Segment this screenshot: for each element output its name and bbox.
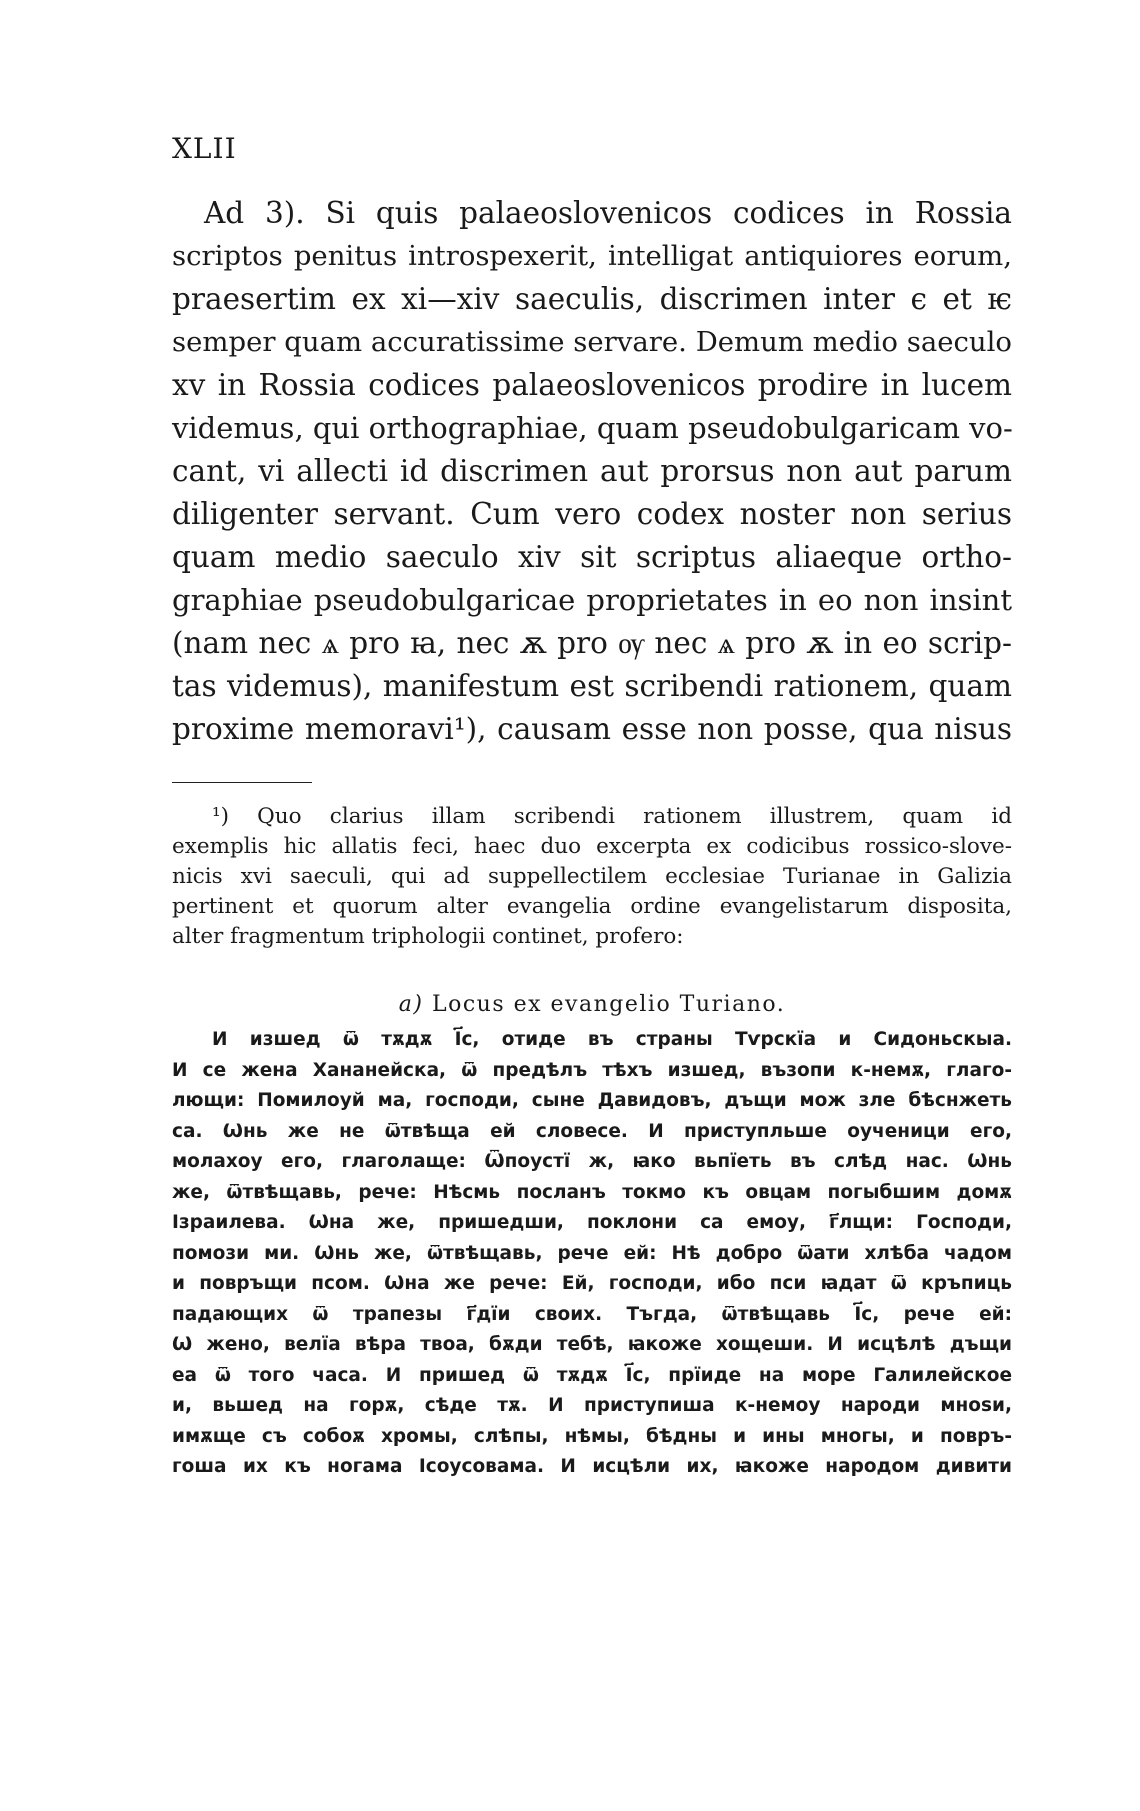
slavonic-line: И изшед ѿ тѫдѫ І҃с, отиде въ страны Тѵрскїа и Сидоньскыа. <box>212 1029 1012 1050</box>
slavonic-line: Ізраилева. Ѡна же, пришедши, поклони са емоу, г҃лщи: Господи, <box>172 1212 1012 1233</box>
main-line: xv in Rossia codices palaeoslovenicos prodire in lucem <box>172 368 1012 402</box>
slavonic-excerpt <box>172 1025 1012 1483</box>
main-line: Ad 3). Si quis palaeoslovenicos codices in Rossia <box>204 196 1012 230</box>
slavonic-line: И се жена Хананейска, ѿ предѣлъ тѣхъ изшед, възопи к-немѫ, глаго- <box>172 1059 1012 1081</box>
slavonic-line: еа ѿ того часа. И пришед ѿ тѫдѫ І҃с, прїиде на море Галилейское <box>172 1364 1012 1386</box>
slavonic-line: имѫще съ собоѫ хромы, слѣпы, нѣмы, бѣдны и ины многы, и повръ- <box>172 1425 1012 1447</box>
footnote-line: alter fragmentum triphologii continet, profero: <box>172 924 684 949</box>
slavonic-line: и повръщи псом. Ѡна же рече: Ей, господи, ибо пси ꙗдат ѿ кръпиць <box>172 1273 1012 1294</box>
main-line: proxime memoravi¹), causam esse non posse, qua nisus <box>172 712 1012 746</box>
subheading-marker: a) <box>398 992 424 1017</box>
main-line: graphiae pseudobulgaricae proprietates in eo non insint <box>172 583 1012 617</box>
main-line: cant, vi allecti id discrimen aut prorsus non aut parum <box>172 454 1012 488</box>
footnote-text <box>172 802 1012 952</box>
slavonic-line: са. Ѡнь же не ѿтвѣща ей словесе. И приступльше оученици его, <box>172 1120 1012 1142</box>
footnote-line: ¹) Quo clarius illam scribendi rationem illustrem, quam id <box>212 804 1012 829</box>
slavonic-line: лющи: Помилоуй ма, господи, сыне Давидовъ, дъщи мож зле бѣснжеть <box>172 1090 1012 1111</box>
slavonic-line: Ѡ жено, велїа вѣра твоа, бѫди тебѣ, ꙗкоже хощеши. И исцѣлѣ дъщи <box>172 1334 1012 1355</box>
main-line: tas videmus), manifestum est scribendi rationem, quam <box>172 669 1012 703</box>
footnote-line: nicis xvi saeculi, qui ad suppellectilem ecclesiae Turianae in Galizia <box>172 864 1012 889</box>
slavonic-line: и, вьшед на горѫ, сѣде тѫ. И приступиша к-немоу народи мноѕи, <box>172 1395 1012 1416</box>
slavonic-line: же, ѿтвѣщавь, рече: Нѣсмь посланъ токмо къ овцам погыбшим домѫ <box>172 1181 1012 1203</box>
page-number: XLII <box>172 132 237 165</box>
main-line: praesertim ex xi—xiv saeculis, discrimen inter є et ѥ <box>172 282 1012 316</box>
main-line: semper quam accuratissime servare. Demum medio saeculo <box>172 326 1012 358</box>
main-line: (nam nec ѧ pro ꙗ, nec ѫ pro ѹ nec ѧ pro ѫ in eo scrip- <box>172 626 1012 660</box>
footnote-divider <box>172 782 312 783</box>
slavonic-line: падающих ѿ трапезы г҃дїи своих. Тъгда, ѿтвѣщавь І҃с, рече ей: <box>172 1303 1012 1325</box>
footnote-line: exemplis hic allatis feci, haec duo excerpta ex codicibus rossico-slove- <box>172 834 1012 859</box>
subheading-title: Locus ex evangelio Turiano. <box>431 992 786 1017</box>
slavonic-line: молахоу его, глаголаще: Ѿпоустї ж, ꙗко вьпїеть въ слѣд нас. Ѡнь <box>172 1151 1012 1172</box>
main-line: quam medio saeculo xiv sit scriptus aliaeque ortho- <box>172 540 1012 574</box>
footnote-subheading <box>172 990 1012 1020</box>
main-line: scriptos penitus introspexerit, intelligat antiquiores eorum, <box>172 240 1012 272</box>
slavonic-line: гоша их къ ногама Ісоусовама. И исцѣли их, ꙗкоже народом дивити <box>172 1456 1012 1477</box>
main-line: videmus, qui orthographiae, quam pseudobulgaricam vo- <box>172 411 1013 445</box>
footnote-line: pertinent et quorum alter evangelia ordine evangelistarum disposita, <box>172 894 1012 919</box>
main-line: diligenter servant. Cum vero codex noster non serius <box>172 497 1012 531</box>
main-paragraph <box>172 192 1012 751</box>
slavonic-line: помози ми. Ѡнь же, ѿтвѣщавь, рече ей: Нѣ добро ѿати хлѣба чадом <box>172 1242 1012 1264</box>
